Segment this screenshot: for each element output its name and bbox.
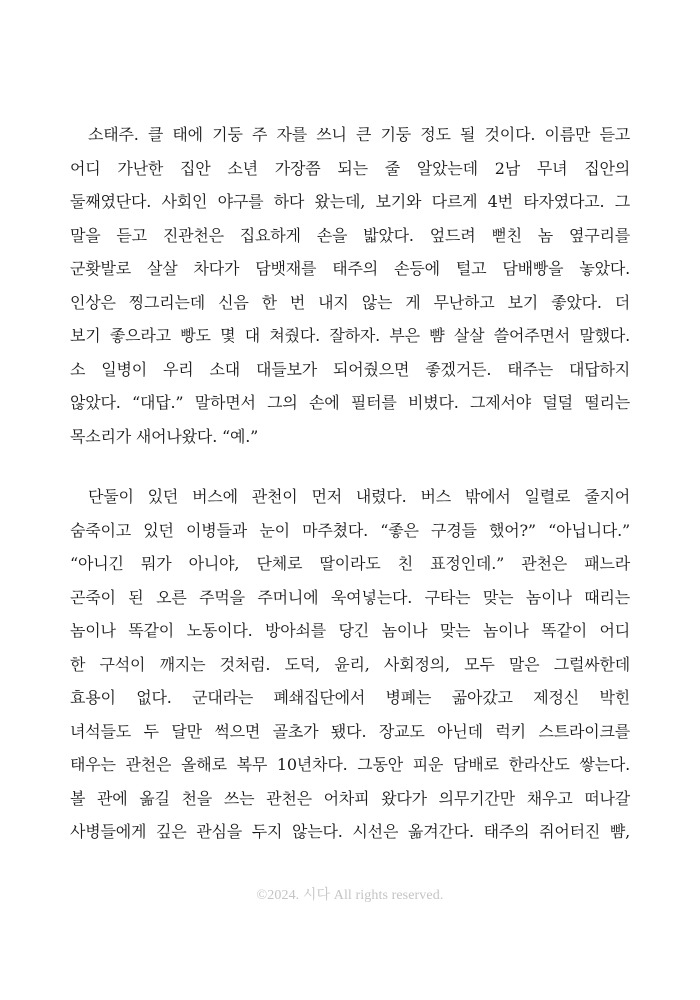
copyright-footer: ©2024. 시다 All rights reserved. bbox=[256, 888, 444, 903]
text-line: 군홧발로 살살 차다가 담뱃재를 태주의 손등에 털고 담배빵을 놓았다. bbox=[70, 259, 630, 278]
text-line: 태우는 관천은 올해로 복무 10년차다. 그동안 피운 담배로 한라산도 쌓는다. bbox=[70, 755, 630, 774]
text-line: 인상은 찡그리는데 신음 한 번 내지 않는 게 무난하고 보기 좋았다. 더 bbox=[70, 292, 630, 312]
text-line: 않았다. “대답.” 말하면서 그의 손에 필터를 비볐다. 그제서야 덜덜 떨리는 bbox=[70, 393, 630, 412]
text-line: 소 일병이 우리 소대 대들보가 되어줬으면 좋겠거든. 태주는 대답하지 bbox=[70, 359, 630, 379]
text-line: 한 구석이 깨지는 것처럼. 도덕, 윤리, 사회정의, 모두 말은 그럴싸한데 bbox=[70, 654, 630, 674]
text-line: 소태주. 클 태에 기둥 주 자를 쓰니 큰 기둥 정도 될 것이다. 이름만 듣고 bbox=[88, 125, 630, 144]
text-line: 숨죽이고 있던 이병들과 눈이 마주쳤다. “좋은 구경들 했어?” “아닙니다.” bbox=[70, 520, 630, 540]
text-line: 목소리가 새어나왔다. “예.” bbox=[70, 426, 259, 446]
text-line: 단둘이 있던 버스에 관천이 먼저 내렸다. 버스 밖에서 일렬로 줄지어 bbox=[88, 487, 630, 506]
text-line: 볼 관에 옮길 천을 쓰는 관천은 어차피 왔다가 의무기간만 채우고 떠나갈 bbox=[70, 788, 630, 808]
text-line: “아니긴 뭐가 아니야, 단체로 딸이라도 친 표정인데.” 관천은 패느라 bbox=[70, 554, 630, 573]
text-line: 어디 가난한 집안 소년 가장쯤 되는 줄 알았는데 2남 무녀 집안의 bbox=[70, 158, 630, 178]
paragraph-2 bbox=[70, 480, 630, 849]
text-line: 녀석들도 두 달만 썩으면 골초가 됐다. 장교도 아닌데 럭키 스트라이크를 bbox=[70, 721, 630, 741]
text-line: 곤죽이 된 오른 주먹을 주머니에 욱여넣는다. 구타는 맞는 놈이나 때리는 bbox=[70, 587, 630, 607]
text-line: 효용이 없다. 군대라는 폐쇄집단에서 병폐는 곪아갔고 제정신 박힌 bbox=[70, 688, 630, 707]
text-line: 보기 좋으라고 빵도 몇 대 쳐줬다. 잘하자. 부은 뺨 살살 쓸어주면서 말했다. bbox=[70, 326, 630, 345]
paragraph-1 bbox=[70, 118, 630, 453]
text-line: 말을 듣고 진관천은 집요하게 손을 밟았다. 엎드려 뻗친 놈 옆구리를 bbox=[70, 225, 630, 245]
text-line: 사병들에게 깊은 관심을 두지 않는다. 시선은 옮겨간다. 태주의 쥐어터진 뺨, bbox=[70, 822, 630, 841]
text-line: 둘째였단다. 사회인 야구를 하다 왔는데, 보기와 다르게 4번 타자였다고. 그 bbox=[70, 192, 630, 211]
text-line: 놈이나 똑같이 노동이다. 방아쇠를 당긴 놈이나 맞는 놈이나 똑같이 어디 bbox=[70, 621, 630, 640]
